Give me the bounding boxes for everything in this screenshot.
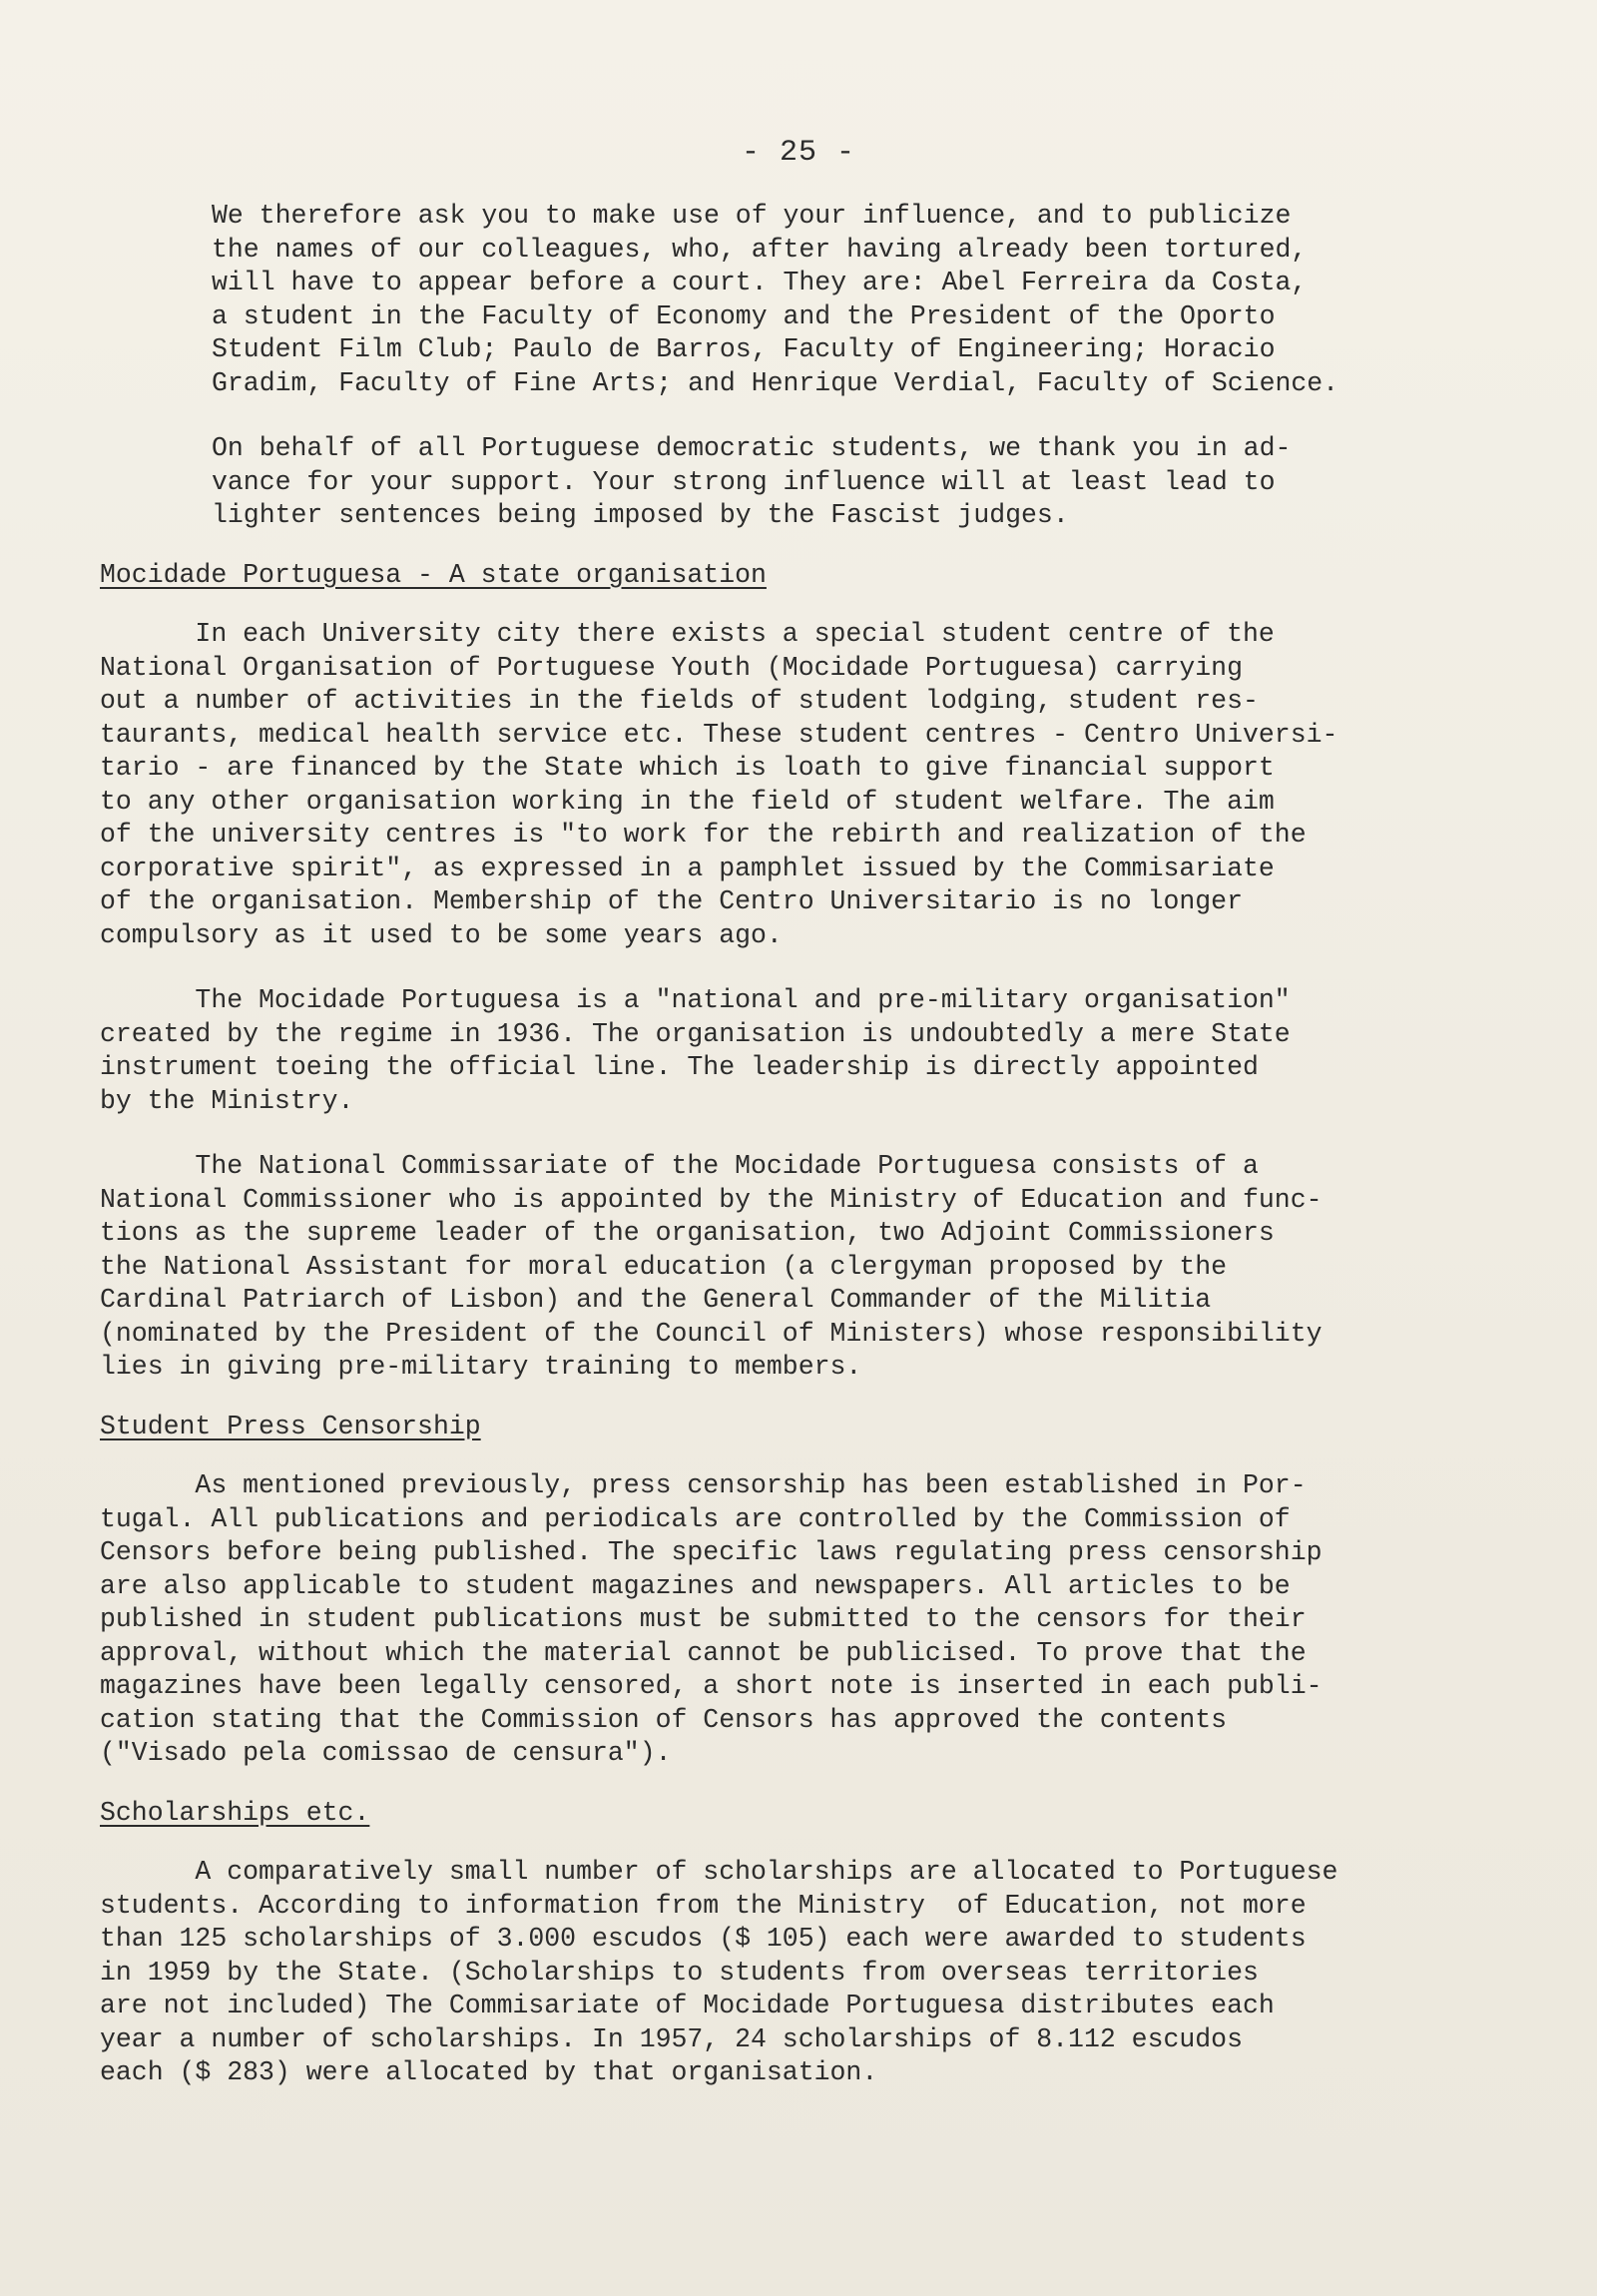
section-heading-mocidade: Mocidade Portuguesa - A state organisation [100,559,767,590]
page-number: - 25 - [741,136,856,170]
text-line: students. According to information from the Ministry of Education, not more [100,1890,1307,1921]
text-line: The Mocidade Portuguesa is a "national and pre-military organisation" [100,985,1291,1015]
mocidade-paragraph-2 [100,984,1517,1118]
text-line: National Organisation of Portuguese Youth (Mocidade Portuguesa) carrying [100,652,1243,683]
text-line: by the Ministry. [100,1085,354,1116]
text-line: Censors before being published. The specific laws regulating press censorship [100,1537,1323,1567]
intro-paragraph-1 [212,200,1517,400]
mocidade-paragraph-1 [100,618,1517,952]
text-line: each ($ 283) were allocated by that organisation. [100,2057,878,2087]
text-line: cation stating that the Commission of Censors has approved the contents [100,1704,1228,1735]
text-line: to any other organisation working in the field of student welfare. The aim [100,786,1275,817]
text-line: published in student publications must be submitted to the censors for their [100,1604,1307,1634]
intro-paragraph-2 [212,432,1517,533]
text-line: taurants, medical health service etc. These student centres - Centro Universi- [100,719,1338,750]
section-heading-press-censorship: Student Press Censorship [100,1411,481,1441]
text-line: in 1959 by the State. (Scholarships to students from overseas territories [100,1957,1259,1988]
text-line: than 125 scholarships of 3.000 escudos ($ 105) each were awarded to students [100,1924,1307,1954]
text-line: compulsory as it used to be some years ago. [100,919,783,950]
text-line: will have to appear before a court. They are: Abel Ferreira da Costa, [212,268,1308,297]
text-line: magazines have been legally censored, a short note is inserted in each publi- [100,1671,1323,1701]
text-line: of the university centres is "to work for the rebirth and realization of the [100,820,1307,850]
text-line: vance for your support. Your strong influence will at least lead to [212,466,1276,497]
text-line: corporative spirit", as expressed in a pamphlet issued by the Commisariate [100,853,1275,883]
mocidade-paragraph-3 [100,1150,1517,1385]
text-line: instrument toeing the official line. The leadership is directly appointed [100,1052,1259,1082]
text-line: approval, without which the material cannot be publicised. To prove that the [100,1637,1307,1668]
text-line: On behalf of all Portuguese democratic students, we thank you in ad- [212,433,1292,463]
text-line: We therefore ask you to make use of your influence, and to publicize [212,201,1292,231]
text-line: a student in the Faculty of Economy and the President of the Oporto [212,300,1276,331]
text-line: year a number of scholarships. In 1957, 24 scholarships of 8.112 escudos [100,2023,1243,2054]
text-line: A comparatively small number of scholarships are allocated to Portuguese [100,1857,1338,1887]
text-line: are also applicable to student magazines and newspapers. All articles to be [100,1570,1291,1601]
text-line: Student Film Club; Paulo de Barros, Faculty of Engineering; Horacio [212,334,1276,364]
text-line: out a number of activities in the fields of student lodging, student res- [100,686,1259,716]
text-line: lies in giving pre-military training to members. [100,1352,862,1382]
text-line: In each University city there exists a special student centre of the [100,619,1275,649]
section-heading-scholarships: Scholarships etc. [100,1797,370,1828]
text-line: National Commissioner who is appointed by the Ministry of Education and func- [100,1184,1323,1215]
text-line: of the organisation. Membership of the Centro Universitario is no longer [100,886,1243,916]
text-line: Cardinal Patriarch of Lisbon) and the General Commander of the Militia [100,1285,1212,1315]
text-line: are not included) The Commisariate of Mocidade Portuguesa distributes each [100,1991,1275,2020]
text-line: Gradim, Faculty of Fine Arts; and Henrique Verdial, Faculty of Science. [212,367,1339,398]
text-line: tugal. All publications and periodicals are controlled by the Commission of [100,1503,1291,1534]
text-line: the National Assistant for moral education (a clergyman proposed by the [100,1251,1228,1282]
censorship-paragraph [100,1469,1517,1771]
document-body [100,200,1517,2090]
text-line: the names of our colleagues, who, after having already been tortured, [212,234,1308,265]
text-line: The National Commissariate of the Mocidade Portuguesa consists of a [100,1151,1259,1181]
text-line: ("Visado pela comissao de censura"). [100,1738,672,1768]
text-line: (nominated by the President of the Council of Ministers) whose responsibility [100,1318,1323,1349]
text-line: tario - are financed by the State which is loath to give financial support [100,753,1275,783]
scholarships-paragraph [100,1856,1517,2090]
text-line: tions as the supreme leader of the organisation, two Adjoint Commissioners [100,1218,1275,1248]
text-line: created by the regime in 1936. The organisation is undoubtedly a mere State [100,1018,1291,1049]
text-line: lighter sentences being imposed by the Fascist judges. [212,500,1069,530]
text-line: As mentioned previously, press censorship has been established in Por- [100,1470,1307,1500]
